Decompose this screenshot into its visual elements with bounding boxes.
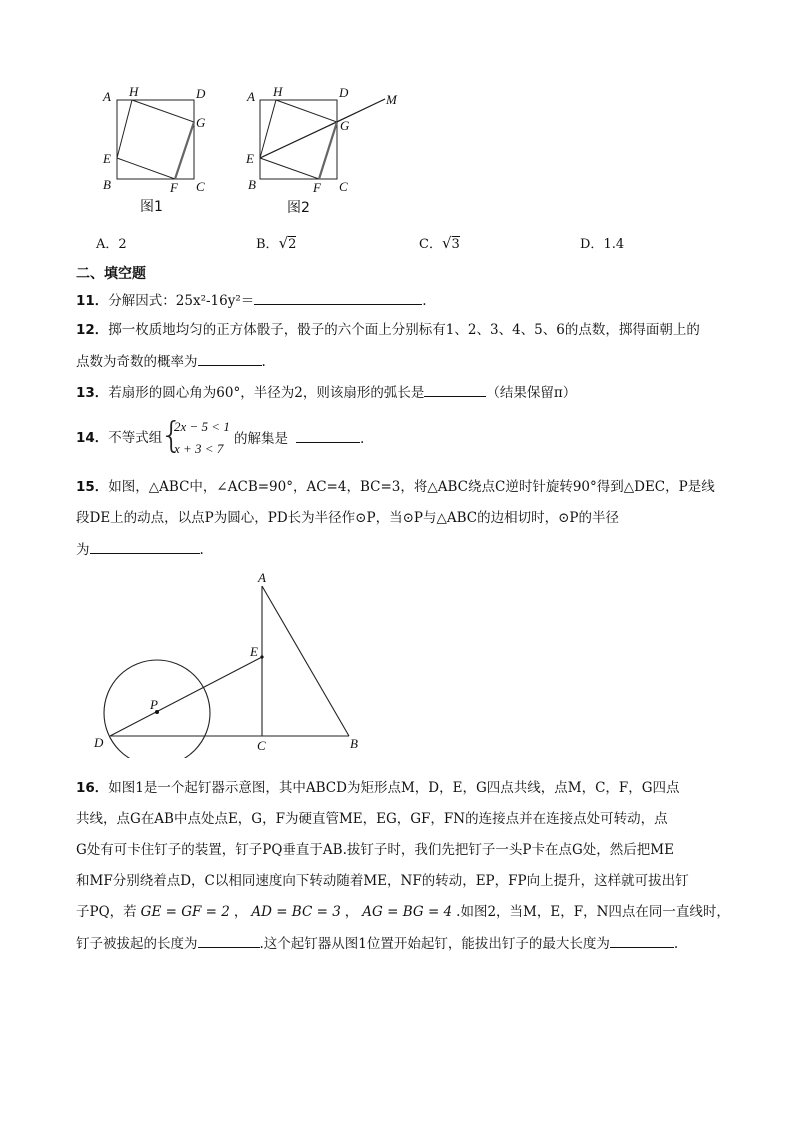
fig1-label-C: C (196, 179, 205, 194)
question-11: 11．分解因式：25x²-16y²＝ . (76, 290, 427, 311)
figure-1-lines (117, 100, 194, 179)
option-a: A．2 (96, 237, 127, 252)
inequality-1: 2x − 5 < 1 (174, 419, 230, 434)
option-d: D．1.4 (580, 237, 625, 252)
question-16-line-2: 共线，点G在AB中点处点E，G，F为硬直管ME，EG，GF，FN的连接点并在连接点处可转动，点 (76, 811, 668, 827)
fig1-label-H: H (129, 84, 139, 99)
brace-symbol: { (160, 415, 183, 456)
option-c: C．√3 (419, 234, 460, 252)
fig15-label-E: E (250, 644, 258, 659)
question-16-line-6: 钉子被拔起的长度为 .这个起钉器从图1位置开始起钉，能拔出钉子的最大长度为 . (76, 933, 678, 954)
question-14-tail: 的解集是 . (234, 428, 364, 449)
fig15-label-B: B (350, 736, 358, 751)
fig2-label-D: D (339, 85, 349, 100)
question-13: 13．若扇形的圆心角为60°，半径为2，则该扇形的弧长是 （结果保留π） (76, 382, 576, 403)
question-12-line-1: 12．掷一枚质地均匀的正方体骰子，骰子的六个面上分别标有1、2、3、4、5、6的点数，掷得面朝上的 (76, 322, 700, 338)
fig2-label-G: G (340, 118, 350, 133)
fig2-label-E: E (246, 151, 254, 166)
question-16-line-5: 子PQ，若 GE = GF = 2 ， AD = BC = 3 ， AG = BG = 4 .如图2，当M，E，F，N四点在同一直线时， (76, 904, 730, 920)
fig1-label-G: G (196, 115, 206, 130)
question-15-figure (90, 568, 370, 758)
question-15-line-3: 为 . (76, 539, 204, 560)
fig1-label-A: A (103, 89, 111, 104)
question-14: 14．不等式组 (76, 430, 163, 446)
option-b: B．√2 (256, 234, 297, 252)
fig2-label-C: C (339, 179, 348, 194)
fig2-caption: 图2 (287, 200, 310, 216)
fig1-caption: 图1 (140, 199, 163, 215)
fig1-label-E: E (103, 151, 111, 166)
question-15-line-2: 段DE上的动点，以点P为圆心，PD长为半径作⊙P，当⊙P与△ABC的边相切时，⊙P的半径 (76, 510, 619, 526)
fig1-label-F: F (170, 180, 178, 195)
fig15-label-P: P (150, 697, 158, 712)
fig2-label-F: F (313, 180, 321, 195)
fig15-label-A: A (258, 570, 266, 585)
question-12-line-2: 点数为奇数的概率为 . (76, 351, 266, 372)
fig15-label-D: D (94, 735, 104, 750)
question-16-line-4: 和MF分别绕着点D，C以相同速度向下转动随着ME，NF的转动，EP，FP向上提升，这样就可拔出钉 (76, 873, 689, 889)
question-15-line-1: 15．如图，△ABC中，∠ACB=90°，AC=4，BC=3，将△ABC绕点C逆时针旋转90°得到△DEC，P是线 (76, 479, 715, 495)
inequality-2: x + 3 < 7 (174, 441, 224, 456)
question-16-line-3: G处有可卡住钉子的装置，钉子PQ垂直于AB.拔钉子时，我们先把钉子一头P卡在点G处，然后把ME (76, 842, 674, 858)
fig1-label-D: D (196, 86, 206, 101)
fig1-label-B: B (103, 177, 111, 192)
question-16-line-1: 16．如图1是一个起钉器示意图，其中ABCD为矩形点M，D，E，G四点共线，点M，C，F，G四点 (76, 780, 680, 796)
fig2-label-A: A (247, 89, 255, 104)
fig2-label-B: B (248, 177, 256, 192)
fig15-label-C: C (257, 738, 266, 753)
fig2-label-H: H (273, 84, 283, 99)
section-title: 二、填空题 (76, 266, 146, 282)
fig2-label-M: M (386, 92, 397, 107)
